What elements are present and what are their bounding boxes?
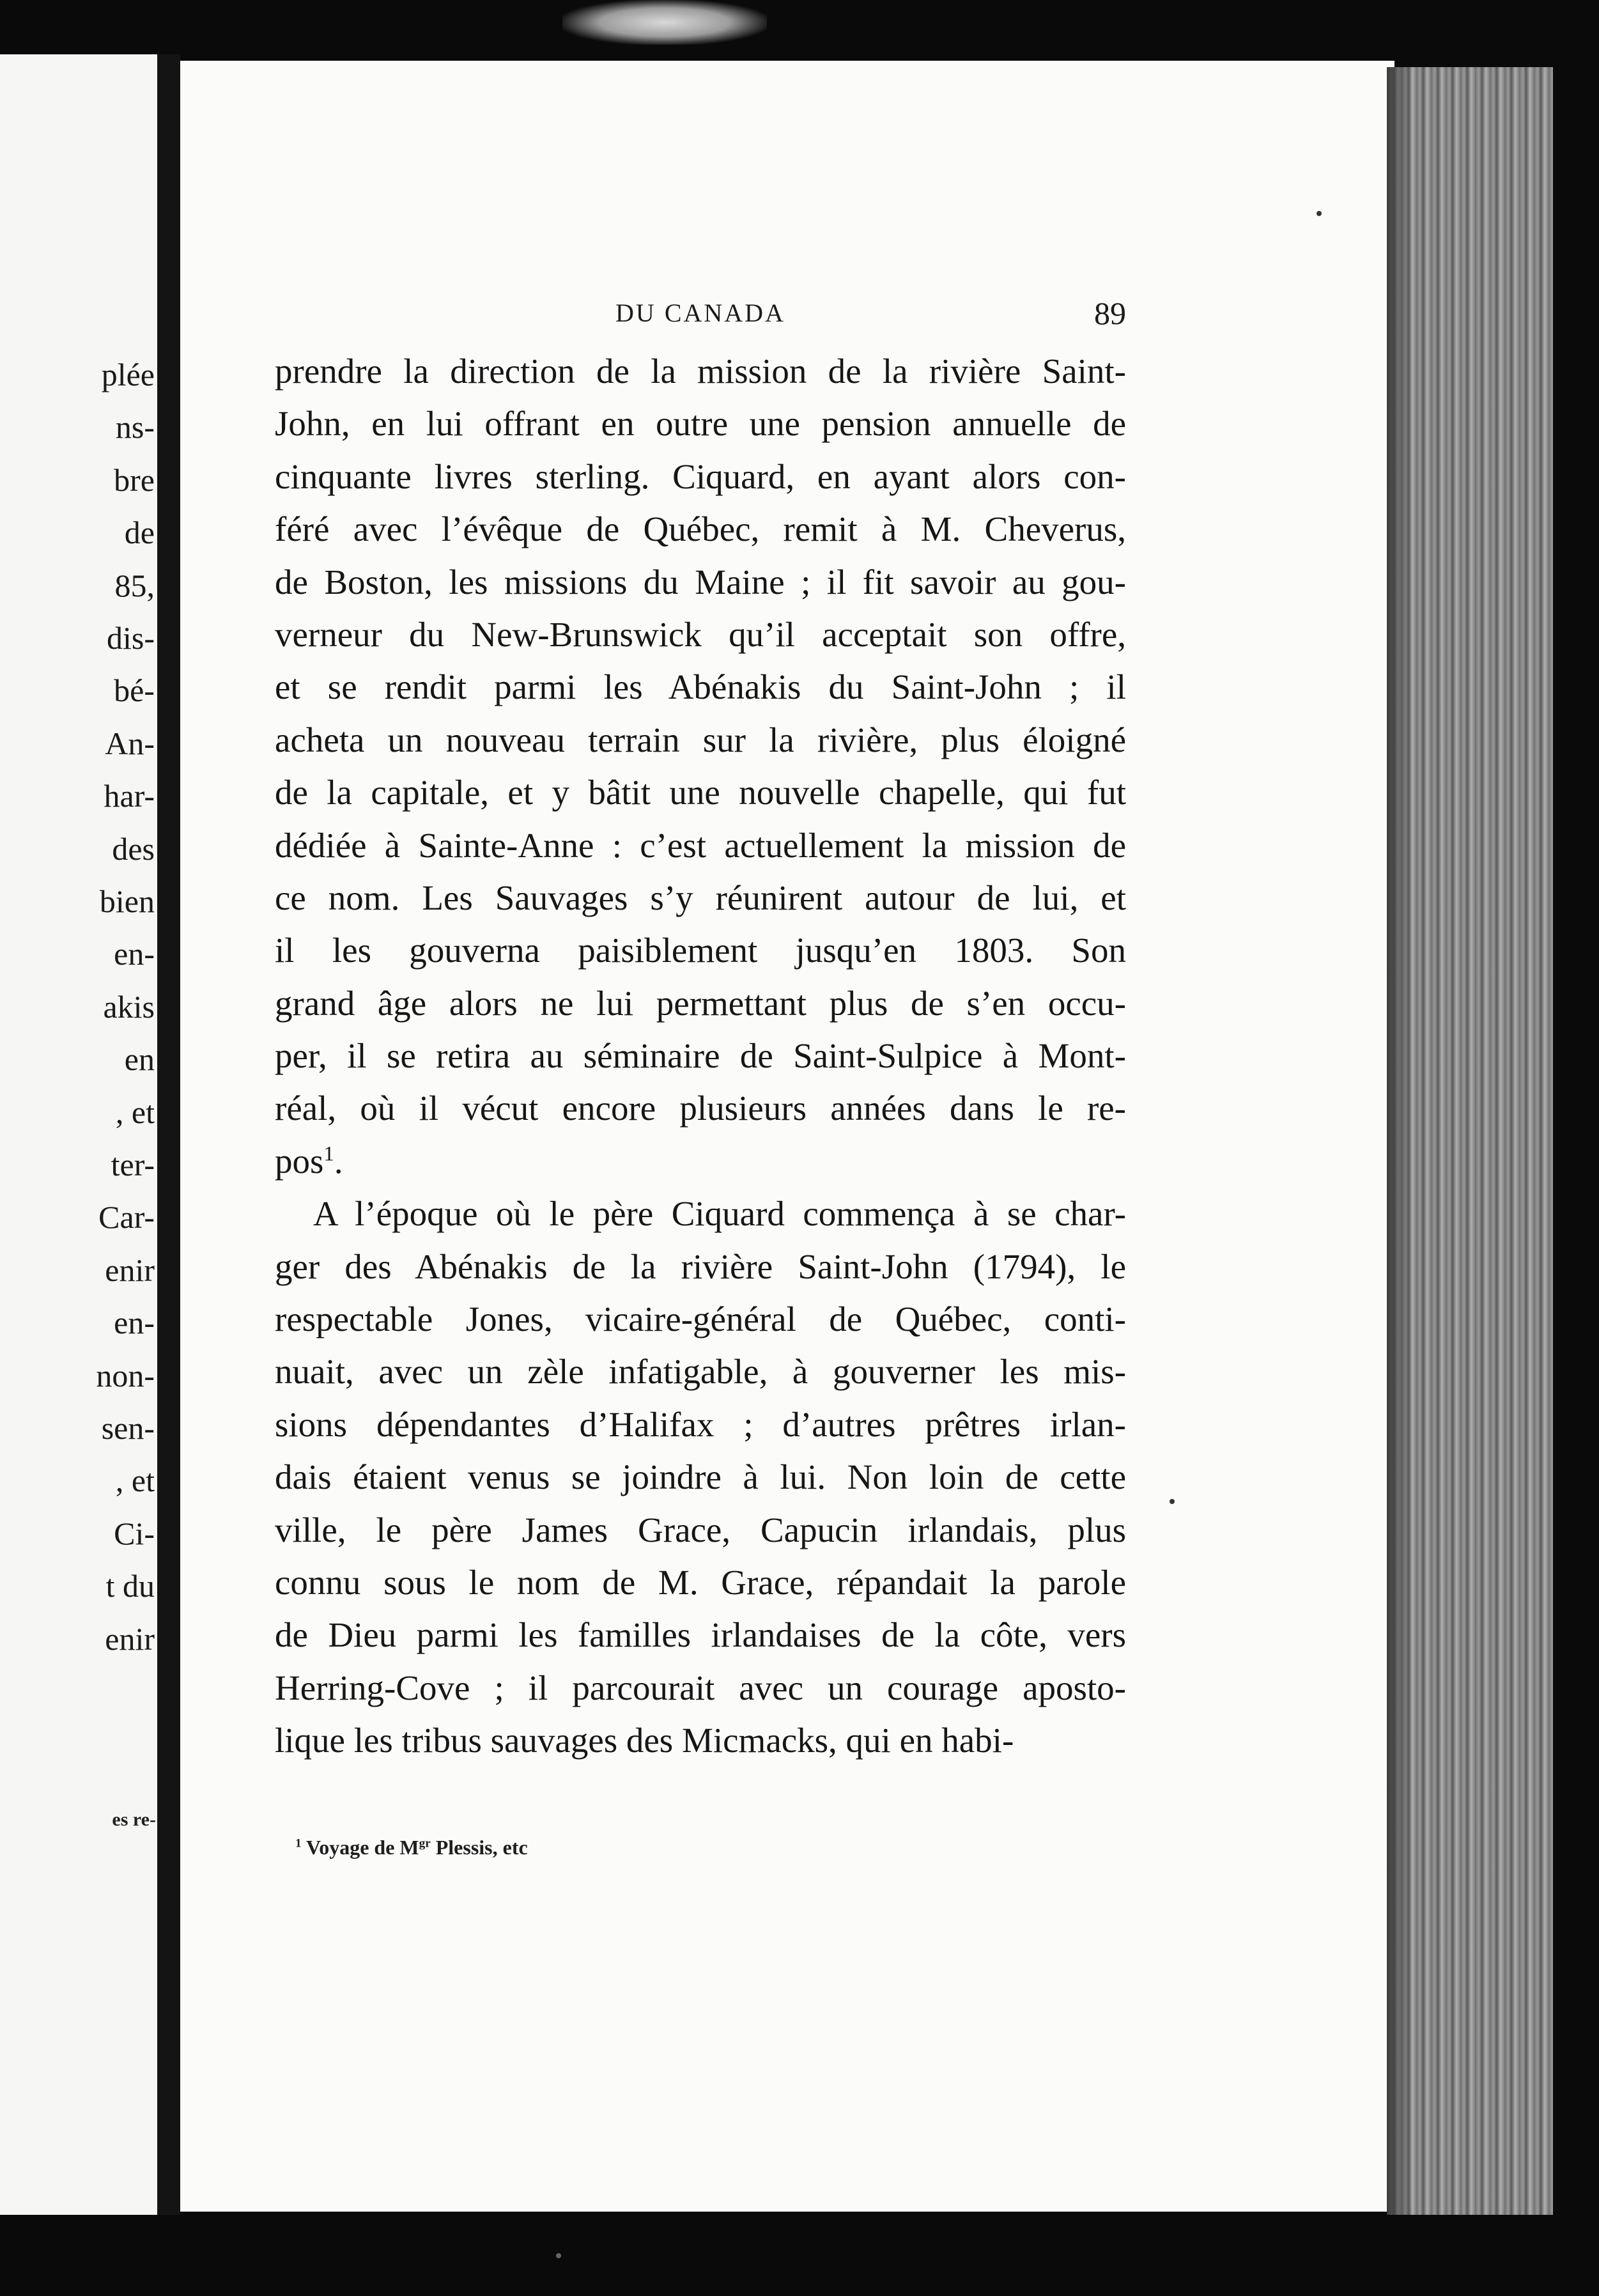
previous-page-line-ending: Car- bbox=[98, 1199, 155, 1236]
previous-page-line-ending: de bbox=[124, 515, 155, 551]
page-stack-shadow bbox=[1387, 67, 1412, 2215]
text-line-content: de la capitale, et y bâtit une nouvelle chapelle, qui fut bbox=[275, 773, 1126, 812]
text-line bbox=[275, 1135, 1126, 1188]
previous-page-line-ending: en bbox=[124, 1041, 155, 1078]
text-line-content: verneur du New-Brunswick qu’il acceptait son offre, bbox=[275, 614, 1126, 654]
footnotes bbox=[295, 1833, 1126, 1861]
previous-page-line-ending: dis- bbox=[107, 620, 155, 656]
text-line-content: per, il se retira au séminaire de Saint-Sulpice à Mont- bbox=[275, 1036, 1126, 1076]
previous-page-line-ending: 85, bbox=[114, 567, 155, 603]
previous-page-line-ending: ter- bbox=[111, 1147, 155, 1183]
text-line bbox=[275, 1662, 1126, 1714]
previous-page-footnote-fragment: es re- bbox=[112, 1809, 156, 1830]
scan-speck bbox=[1317, 211, 1322, 216]
text-line bbox=[275, 609, 1126, 661]
previous-page-line-ending: en- bbox=[114, 1305, 155, 1341]
previous-page-line-ending: har- bbox=[104, 778, 155, 814]
previous-page-line-ending: non- bbox=[96, 1357, 155, 1393]
text-line-content: connu sous le nom de M. Grace, répandait la parole bbox=[275, 1562, 1126, 1602]
previous-page-line-ending: des bbox=[112, 830, 155, 867]
text-line bbox=[275, 1714, 1126, 1767]
previous-page-line-ending: enir bbox=[105, 1620, 155, 1657]
text-line bbox=[275, 661, 1126, 713]
text-line-content: A l’époque où le père Ciquard commença à se char- bbox=[313, 1194, 1126, 1234]
text-line-content: grand âge alors ne lui permettant plus de s’en occu- bbox=[275, 983, 1126, 1023]
page-header bbox=[275, 291, 1126, 336]
footnote-reference: 1 bbox=[323, 1142, 334, 1166]
text-line bbox=[275, 1082, 1126, 1135]
text-line-content: respectable Jones, vicaire-général de Québec, conti- bbox=[275, 1299, 1126, 1339]
text-line-content: réal, où il vécut encore plusieurs années dans le re- bbox=[275, 1089, 1126, 1128]
footnote-superscript: gr bbox=[419, 1836, 431, 1850]
footnote-marker: 1 bbox=[295, 1836, 302, 1850]
text-line-content: dédiée à Sainte-Anne : c’est actuellement la mission de bbox=[275, 825, 1126, 865]
text-line-content: John, en lui offrant en outre une pension annuelle de bbox=[275, 404, 1126, 444]
text-line-content: ville, le père James Grace, Capucin irlandais, plus bbox=[275, 1510, 1126, 1549]
previous-page-line-ending: An- bbox=[105, 725, 155, 761]
text-line-content: dais étaient venus se joindre à lui. Non loin de cette bbox=[275, 1457, 1126, 1497]
text-line bbox=[275, 1609, 1126, 1661]
previous-page-line-ending: Ci- bbox=[114, 1515, 155, 1551]
previous-page-line-ending: enir bbox=[105, 1252, 155, 1288]
text-line-content: cinquante livres sterling. Ciquard, en ayant alors con- bbox=[275, 456, 1126, 496]
text-line bbox=[275, 345, 1126, 398]
scan-speck bbox=[556, 2253, 561, 2258]
previous-page-fragment bbox=[0, 54, 160, 2215]
text-line-content: nuait, avec un zèle infatigable, à gouverner les mis- bbox=[275, 1352, 1126, 1392]
previous-page-line-ending: ns- bbox=[115, 409, 155, 446]
text-line-content: il les gouverna paisiblement jusqu’en 1803. Son bbox=[275, 931, 1126, 970]
text-line bbox=[275, 1504, 1126, 1556]
text-line bbox=[275, 819, 1126, 872]
text-line bbox=[275, 451, 1126, 503]
text-line-content: sions dépendantes d’Halifax ; d’autres prêtres irlan- bbox=[275, 1404, 1126, 1444]
previous-page-line-ending: en- bbox=[114, 936, 155, 972]
footnote-text-after: Plessis, etc bbox=[430, 1836, 528, 1859]
text-line-content: acheta un nouveau terrain sur la rivière, plus éloigné bbox=[275, 720, 1126, 759]
text-line bbox=[275, 1241, 1126, 1293]
text-line-content: de Dieu parmi les familles irlandaises de la côte, vers bbox=[275, 1615, 1126, 1655]
text-line-content: lique les tribus sauvages des Micmacks, qui en habi- bbox=[275, 1721, 1014, 1760]
previous-page-line-ending: , et bbox=[115, 1462, 155, 1499]
text-line bbox=[275, 714, 1126, 766]
text-line bbox=[275, 924, 1126, 977]
text-line bbox=[275, 1293, 1126, 1346]
previous-page-line-ending: plée bbox=[101, 357, 155, 392]
top-scan-artifact bbox=[562, 0, 767, 45]
text-line-content: Herring-Cove ; il parcourait avec un courage aposto- bbox=[275, 1668, 1126, 1707]
text-line bbox=[275, 1346, 1126, 1398]
text-line bbox=[275, 766, 1126, 819]
text-line-content: ce nom. Les Sauvages s’y réunirent autour de lui, et bbox=[275, 878, 1126, 917]
text-line-content: de Boston, les missions du Maine ; il fit savoir au gou- bbox=[275, 562, 1126, 601]
previous-page-line-ending: bien bbox=[99, 883, 155, 919]
text-line bbox=[275, 1030, 1126, 1082]
previous-page-line-ending: bé- bbox=[114, 672, 155, 709]
text-line bbox=[275, 556, 1126, 609]
footnote-text-before: Voyage de M bbox=[306, 1836, 419, 1859]
book-gutter bbox=[157, 54, 180, 2215]
page-number: 89 bbox=[1094, 295, 1126, 331]
text-line-content: ger des Abénakis de la rivière Saint-John (1794), le bbox=[275, 1246, 1126, 1286]
text-line bbox=[275, 1399, 1126, 1451]
footnote-reference-punctuation: . bbox=[334, 1141, 343, 1181]
previous-page-line-ending: sen- bbox=[101, 1410, 155, 1446]
footnote bbox=[295, 1833, 1126, 1861]
running-head: DU CANADA bbox=[615, 299, 785, 327]
text-line bbox=[275, 398, 1126, 450]
text-line-content: prendre la direction de la mission de la rivière Saint- bbox=[275, 352, 1126, 391]
text-line-content: pos bbox=[275, 1141, 324, 1181]
text-line bbox=[275, 872, 1126, 924]
text-line bbox=[275, 977, 1126, 1030]
text-line bbox=[275, 1188, 1126, 1240]
previous-page-line-ending: t du bbox=[105, 1568, 155, 1604]
text-line-content: féré avec l’évêque de Québec, remit à M. Cheverus, bbox=[275, 509, 1126, 549]
scan-speck bbox=[1170, 1499, 1175, 1504]
text-line-content: et se rendit parmi les Abénakis du Saint-John ; il bbox=[275, 667, 1126, 707]
body-text bbox=[275, 345, 1126, 1767]
previous-page-line-ending: bre bbox=[114, 462, 155, 498]
previous-page-line-ending: , et bbox=[115, 1094, 155, 1130]
text-line bbox=[275, 503, 1126, 555]
text-line bbox=[275, 1451, 1126, 1503]
text-line bbox=[275, 1556, 1126, 1609]
previous-page-line-ending: akis bbox=[103, 988, 155, 1025]
